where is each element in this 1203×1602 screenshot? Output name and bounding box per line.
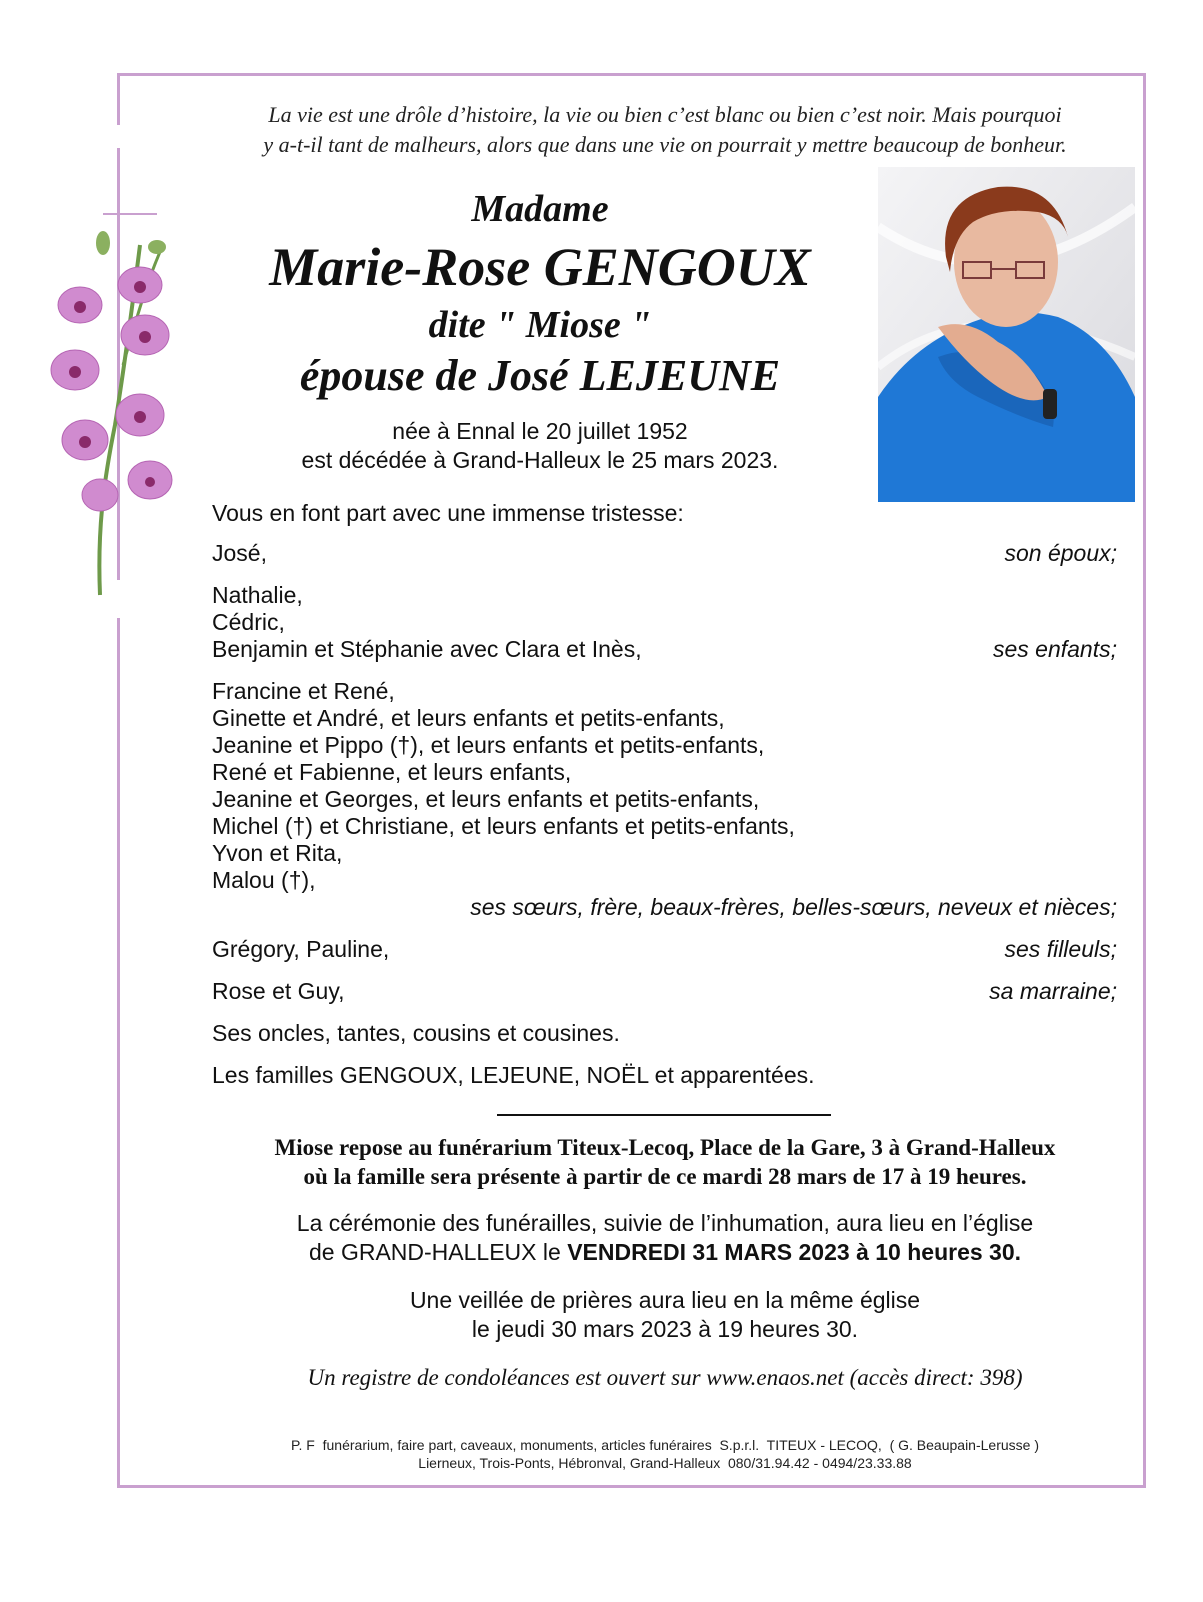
ceremony-line: La cérémonie des funérailles, suivie de l’inhumation, aura lieu en l’église — [296, 1210, 1034, 1236]
family-group — [212, 936, 1117, 963]
frame-border-right — [1143, 73, 1146, 1488]
list-item — [212, 840, 1117, 867]
family-announcement — [212, 500, 1117, 1089]
quote-line: y a-t-il tant de malheurs, alors que dans une vie on pourrait y mettre beaucoup de bonheur. — [263, 132, 1067, 157]
frame-border-bottom — [117, 1485, 1146, 1488]
orchid-icon — [45, 225, 185, 600]
ceremony-info — [180, 1209, 1150, 1267]
footer-line: P. F funérarium, faire part, caveaux, monuments, articles funéraires S.p.r.l. TITEUX - LECOQ, ( G. Beaupain-Lerusse ) — [290, 1437, 1039, 1453]
visitation-info — [180, 1133, 1150, 1191]
list-item — [212, 609, 1117, 636]
family-name: Grégory, Pauline, — [212, 936, 390, 962]
ceremony-line — [180, 1238, 1150, 1267]
frame-border-left-lower — [117, 618, 120, 1488]
family-name: Benjamin et Stéphanie avec Clara et Inès, — [212, 636, 642, 662]
family-group — [212, 582, 1117, 663]
quote-line: La vie est une drôle d’histoire, la vie ou bien c’est blanc ou bien c’est noir. Mais pourquoi — [268, 102, 1062, 127]
relation-label: ses filleuls; — [1004, 936, 1117, 962]
list-item — [212, 582, 1117, 609]
footer-line: Lierneux, Trois-Ponts, Hébronval, Grand-Halleux 080/31.94.42 - 0494/23.33.88 — [418, 1455, 912, 1471]
family-name: Francine et René, — [212, 678, 395, 704]
visitation-line: où la famille sera présente à partir de ce mardi 28 mars de 17 à 19 heures. — [303, 1164, 1027, 1189]
visitation-line: Miose repose au funérarium Titeux-Lecoq, Place de la Gare, 3 à Grand-Halleux — [274, 1135, 1056, 1160]
relation-label: sa marraine; — [989, 978, 1117, 1004]
list-item — [212, 636, 1117, 663]
family-name: Nathalie, — [212, 582, 303, 608]
family-group — [212, 978, 1117, 1005]
family-group — [212, 678, 1117, 921]
frame-border-left — [117, 73, 120, 125]
family-name: Jeanine et Georges, et leurs enfants et petits-enfants, — [212, 786, 760, 812]
list-item — [212, 759, 1117, 786]
list-item — [212, 705, 1117, 732]
family-name: José, — [212, 540, 267, 566]
family-name: Rose et Guy, — [212, 978, 345, 1004]
spouse-line: épouse de José LEJEUNE — [299, 351, 781, 400]
death-date: est décédée à Grand-Halleux le 25 mars 2023. — [301, 447, 779, 473]
life-dates — [200, 417, 880, 475]
vigil-line: Une veillée de prières aura lieu en la même église — [409, 1287, 921, 1313]
relation-label: son époux; — [1004, 540, 1117, 566]
nickname: dite " Miose " — [428, 304, 652, 346]
list-item — [212, 867, 1117, 894]
vigil-info — [180, 1286, 1150, 1344]
family-name: René et Fabienne, et leurs enfants, — [212, 759, 572, 785]
cross-horizontal — [103, 213, 157, 215]
condolence-register: Un registre de condoléances est ouvert sur www.enaos.net (accès direct: 398) — [307, 1365, 1023, 1390]
frame-border-top — [117, 73, 1146, 76]
list-item — [212, 978, 1117, 1005]
relation-label: ses enfants; — [992, 636, 1117, 662]
vigil-line: le jeudi 30 mars 2023 à 19 heures 30. — [471, 1316, 859, 1342]
list-item — [212, 1020, 1117, 1047]
family-name: Cédric, — [212, 609, 285, 635]
family-name: Malou (†), — [212, 867, 316, 893]
portrait-photo — [878, 167, 1135, 502]
family-name: Michel (†) et Christiane, et leurs enfants et petits-enfants, — [212, 813, 795, 839]
funeral-home-footer — [180, 1436, 1150, 1472]
separator-line — [497, 1114, 831, 1116]
list-item — [212, 678, 1117, 705]
list-item — [212, 813, 1117, 840]
list-item — [212, 732, 1117, 759]
family-intro-row — [212, 500, 1117, 527]
family-group — [212, 540, 1117, 567]
family-intro: Vous en font part avec une immense tristesse: — [212, 500, 684, 526]
list-item — [212, 936, 1117, 963]
ceremony-datetime: VENDREDI 31 MARS 2023 à 10 heures 30. — [567, 1239, 1022, 1265]
opening-quote — [180, 100, 1150, 160]
extended-family: Ses oncles, tantes, cousins et cousines. — [212, 1020, 620, 1046]
birth-date: née à Ennal le 20 juillet 1952 — [392, 418, 688, 444]
deceased-name: Marie-Rose GENGOUX — [269, 237, 811, 297]
list-item — [212, 540, 1117, 567]
list-item — [212, 786, 1117, 813]
families-line: Les familles GENGOUX, LEJEUNE, NOËL et apparentées. — [212, 1062, 815, 1088]
ceremony-location: de GRAND-HALLEUX le — [308, 1239, 568, 1265]
list-item — [212, 1062, 1117, 1089]
relation-label: ses sœurs, frère, beaux-frères, belles-sœurs, neveux et nièces; — [470, 894, 1117, 920]
honorific: Madame — [471, 188, 609, 230]
family-name: Yvon et Rita, — [212, 840, 343, 866]
family-name: Ginette et André, et leurs enfants et petits-enfants, — [212, 705, 725, 731]
family-name: Jeanine et Pippo (†), et leurs enfants et petits-enfants, — [212, 732, 765, 758]
